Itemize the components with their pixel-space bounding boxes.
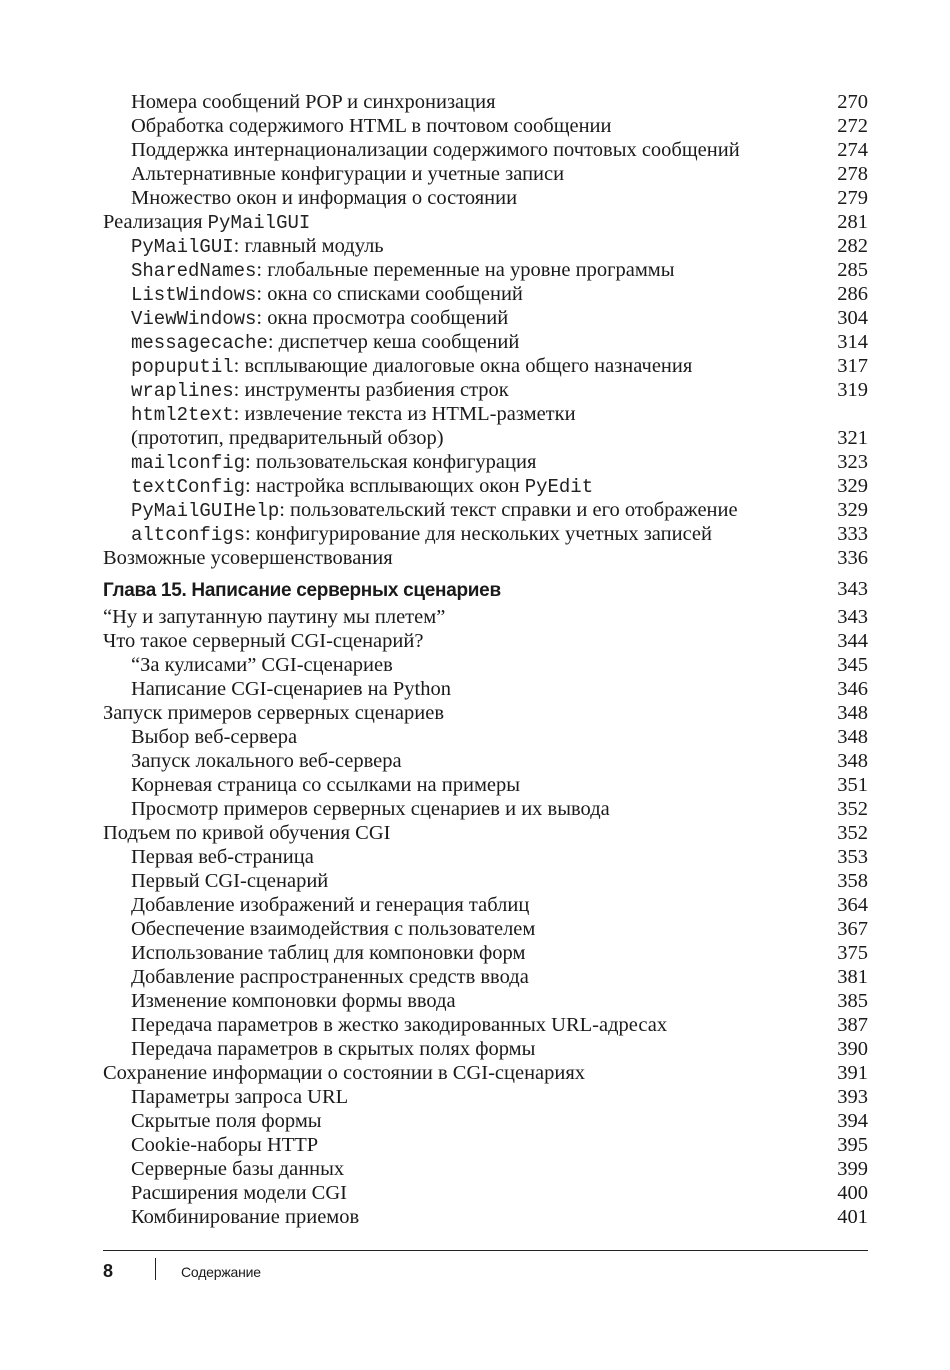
table-of-contents — [103, 90, 868, 1229]
toc-entry-page: 353 — [837, 846, 868, 868]
toc-entry-page: 279 — [837, 187, 868, 209]
toc-entry-page: 393 — [837, 1086, 868, 1108]
toc-entry-title: Изменение компоновки формы ввода — [131, 990, 456, 1012]
toc-entry — [103, 797, 868, 821]
toc-entry-title: Корневая страница со ссылками на примеры — [131, 774, 521, 796]
toc-entry-page: 352 — [837, 798, 868, 820]
toc-entry-code: textConfig — [131, 476, 246, 498]
toc-entry — [103, 821, 868, 845]
toc-module-entry — [103, 258, 868, 282]
toc-entry-title: “Ну и запутанную паутину мы плетем” — [103, 606, 446, 628]
footer-separator — [155, 1258, 156, 1280]
toc-entry-title — [131, 330, 519, 355]
toc-entry-title-text: : всплывающие диалоговые окна общего назначения — [233, 355, 693, 377]
toc-entry-code: messagecache — [131, 332, 268, 354]
toc-entry — [103, 917, 868, 941]
toc-entry-page: 304 — [837, 307, 868, 329]
toc-entry-title-text: : конфигурирование для нескольких учетных записей — [245, 523, 712, 545]
toc-section-implementation — [103, 210, 868, 234]
toc-entry-title: Скрытые поля формы — [131, 1110, 322, 1132]
toc-entry-page: 391 — [837, 1062, 868, 1084]
toc-entry-title — [131, 498, 738, 523]
toc-entry — [103, 845, 868, 869]
toc-entry-page: 348 — [837, 750, 868, 772]
toc-entry-page: 343 — [837, 606, 868, 628]
toc-entry-title: Параметры запроса URL — [131, 1086, 349, 1108]
toc-entry-code: PyEdit — [524, 476, 594, 498]
toc-entry-page: 394 — [837, 1110, 868, 1132]
toc-entry — [103, 653, 868, 677]
chapter-page: 343 — [837, 578, 868, 600]
toc-entry-title-text: : глобальные переменные на уровне программы — [256, 259, 675, 281]
toc-entry-page: 282 — [837, 235, 868, 257]
toc-entry-title — [131, 282, 523, 307]
toc-entry-title: Номера сообщений POP и синхронизация — [131, 91, 496, 113]
toc-module-entry — [103, 450, 868, 474]
toc-entry-page: 364 — [837, 894, 868, 916]
toc-entry-title — [131, 522, 712, 547]
toc-entry-page: 323 — [837, 451, 868, 473]
toc-entry-page: 346 — [837, 678, 868, 700]
toc-entry-title — [131, 258, 675, 283]
toc-entry — [103, 138, 868, 162]
toc-entry-title-text: : главный модуль — [233, 235, 384, 257]
toc-entry-page: 319 — [837, 379, 868, 401]
toc-entry — [103, 162, 868, 186]
toc-entry-page: 281 — [837, 211, 868, 233]
toc-entry — [103, 90, 868, 114]
toc-entry-code: mailconfig — [131, 452, 246, 474]
toc-entry — [103, 1181, 868, 1205]
toc-entry-page: 367 — [837, 918, 868, 940]
toc-entry-title: Запуск локального веб-сервера — [131, 750, 402, 772]
footer-divider — [103, 1250, 868, 1251]
toc-module-entry — [103, 234, 868, 258]
toc-entry-page: 344 — [837, 630, 868, 652]
toc-entry-page: 351 — [837, 774, 868, 796]
toc-entry-title: Комбинирование приемов — [131, 1206, 360, 1228]
toc-entry-title: Первый CGI-сценарий — [131, 870, 329, 892]
toc-entry — [103, 1133, 868, 1157]
toc-entry-title-text: : диспетчер кеша сообщений — [267, 331, 520, 353]
toc-entry-title — [131, 378, 509, 403]
toc-entry-page: 272 — [837, 115, 868, 137]
chapter-heading — [103, 573, 868, 605]
toc-entry-page: 336 — [837, 547, 868, 569]
toc-entry — [103, 1109, 868, 1133]
toc-entry-title: Cookie-наборы HTTP — [131, 1134, 319, 1156]
toc-module-entry — [103, 354, 868, 378]
toc-entry-page: 329 — [837, 499, 868, 521]
toc-entry-page: 286 — [837, 283, 868, 305]
toc-entry-code: altconfigs — [131, 524, 246, 546]
toc-module-entry — [103, 306, 868, 330]
toc-module-entry — [103, 282, 868, 306]
toc-module-entry — [103, 378, 868, 402]
toc-entry-page: 395 — [837, 1134, 868, 1156]
toc-entry-page: 400 — [837, 1182, 868, 1204]
toc-entry-page: 314 — [837, 331, 868, 353]
toc-entry — [103, 773, 868, 797]
toc-section-improvements — [103, 546, 868, 570]
toc-entry — [103, 869, 868, 893]
toc-entry-code: PyMailGUIHelp — [131, 500, 280, 522]
toc-entry-title: Подъем по кривой обучения CGI — [103, 822, 391, 844]
toc-entry — [103, 1013, 868, 1037]
toc-entry-code: ViewWindows — [131, 308, 257, 330]
footer-section-title: Содержание — [181, 1264, 261, 1280]
toc-entry-title: Обеспечение взаимодействия с пользователем — [131, 918, 536, 940]
toc-entry — [103, 941, 868, 965]
toc-entry-page: 317 — [837, 355, 868, 377]
toc-entry-page: 390 — [837, 1038, 868, 1060]
toc-entry-code: popuputil — [131, 356, 234, 378]
toc-entry-title: Выбор веб-сервера — [131, 726, 298, 748]
toc-entry — [103, 1157, 868, 1181]
toc-entry-code: SharedNames — [131, 260, 257, 282]
toc-entry-code: html2text — [131, 404, 234, 426]
toc-entry-title: Серверные базы данных — [131, 1158, 345, 1180]
toc-entry-page: 321 — [837, 427, 868, 449]
toc-entry-title: Написание CGI-сценариев на Python — [131, 678, 451, 700]
toc-module-entry — [103, 330, 868, 354]
toc-entry-page: 375 — [837, 942, 868, 964]
toc-entry-page: 274 — [837, 139, 868, 161]
toc-entry-title: Передача параметров в скрытых полях формы — [131, 1038, 536, 1060]
toc-entry-page: 333 — [837, 523, 868, 545]
toc-entry-title: “За кулисами” CGI-сценариев — [131, 654, 393, 676]
toc-entry-title: Передача параметров в жестко закодированных URL-адресах — [131, 1014, 668, 1036]
toc-entry-title: Обработка содержимого HTML в почтовом сообщении — [131, 115, 612, 137]
toc-module-entry — [103, 402, 868, 426]
toc-entry-title: Просмотр примеров серверных сценариев и их вывода — [131, 798, 610, 820]
toc-entry-page: 345 — [837, 654, 868, 676]
toc-entry-title-text: : инструменты разбиения строк — [233, 379, 509, 401]
toc-entry-title-text: : настройка всплывающих окон — [245, 475, 525, 497]
toc-entry-title — [131, 234, 384, 259]
toc-entry-title-continued: (прототип, предварительный обзор) — [131, 427, 444, 449]
toc-entry-title — [131, 402, 576, 427]
toc-entry-title — [131, 450, 536, 475]
toc-entry-code: wraplines — [131, 380, 234, 402]
toc-module-entry — [103, 474, 868, 498]
toc-entry — [103, 965, 868, 989]
footer-page-number: 8 — [103, 1261, 114, 1281]
toc-entry-code: PyMailGUI — [207, 212, 311, 234]
toc-entry-title-text: : пользовательский текст справки и его отображение — [279, 499, 738, 521]
toc-entry-page: 401 — [837, 1206, 868, 1228]
toc-entry-title — [131, 474, 593, 499]
toc-entry-code: PyMailGUI — [131, 236, 234, 258]
toc-entry-title-text: : окна со списками сообщений — [256, 283, 523, 305]
toc-entry — [103, 1061, 868, 1085]
toc-entry — [103, 725, 868, 749]
chapter-title: Глава 15. Написание серверных сценариев — [103, 580, 501, 601]
toc-module-entry — [103, 498, 868, 522]
toc-entry-continuation — [103, 426, 868, 450]
toc-entry-title: Запуск примеров серверных сценариев — [103, 702, 445, 724]
toc-entry-page: 385 — [837, 990, 868, 1012]
toc-entry — [103, 605, 868, 629]
toc-entry — [103, 186, 868, 210]
toc-entry-title: Возможные усовершенствования — [103, 547, 393, 569]
toc-entry — [103, 989, 868, 1013]
toc-entry — [103, 1037, 868, 1061]
toc-entry-title: Альтернативные конфигурации и учетные записи — [131, 163, 565, 185]
toc-module-entry — [103, 522, 868, 546]
toc-entry-page: 285 — [837, 259, 868, 281]
toc-entry-title: Первая веб-страница — [131, 846, 314, 868]
toc-entry-title: Использование таблиц для компоновки форм — [131, 942, 526, 964]
toc-entry-title — [103, 210, 310, 235]
toc-entry-page: 358 — [837, 870, 868, 892]
toc-entry-page: 278 — [837, 163, 868, 185]
toc-entry — [103, 1085, 868, 1109]
toc-entry-page: 270 — [837, 91, 868, 113]
toc-entry — [103, 677, 868, 701]
toc-entry — [103, 629, 868, 653]
toc-entry — [103, 1205, 868, 1229]
toc-entry-page: 399 — [837, 1158, 868, 1180]
toc-entry-page: 381 — [837, 966, 868, 988]
toc-entry-title — [131, 354, 692, 379]
toc-entry-page: 387 — [837, 1014, 868, 1036]
toc-entry-title: Добавление изображений и генерация таблиц — [131, 894, 530, 916]
toc-entry-title-text: : пользовательская конфигурация — [245, 451, 537, 473]
toc-entry-title: Расширения модели CGI — [131, 1182, 347, 1204]
toc-entry-title-text: Реализация — [103, 211, 208, 233]
toc-entry-title: Множество окон и информация о состоянии — [131, 187, 518, 209]
toc-entry-title: Сохранение информации о состоянии в CGI-сценариях — [103, 1062, 586, 1084]
toc-entry-page: 329 — [837, 475, 868, 497]
toc-entry-title-text: : окна просмотра сообщений — [256, 307, 509, 329]
toc-entry — [103, 893, 868, 917]
toc-entry-page: 352 — [837, 822, 868, 844]
toc-entry-page: 348 — [837, 726, 868, 748]
toc-entry-title — [131, 306, 508, 331]
toc-entry — [103, 749, 868, 773]
toc-entry-title: Добавление распространенных средств ввода — [131, 966, 529, 988]
toc-entry-code: ListWindows — [131, 284, 257, 306]
toc-entry-title-text: : извлечение текста из HTML-разметки — [233, 403, 576, 425]
toc-entry-page: 348 — [837, 702, 868, 724]
toc-entry-title: Что такое серверный CGI-сценарий? — [103, 630, 424, 652]
toc-entry — [103, 114, 868, 138]
toc-entry — [103, 701, 868, 725]
toc-entry-title: Поддержка интернационализации содержимого почтовых сообщений — [131, 139, 740, 161]
